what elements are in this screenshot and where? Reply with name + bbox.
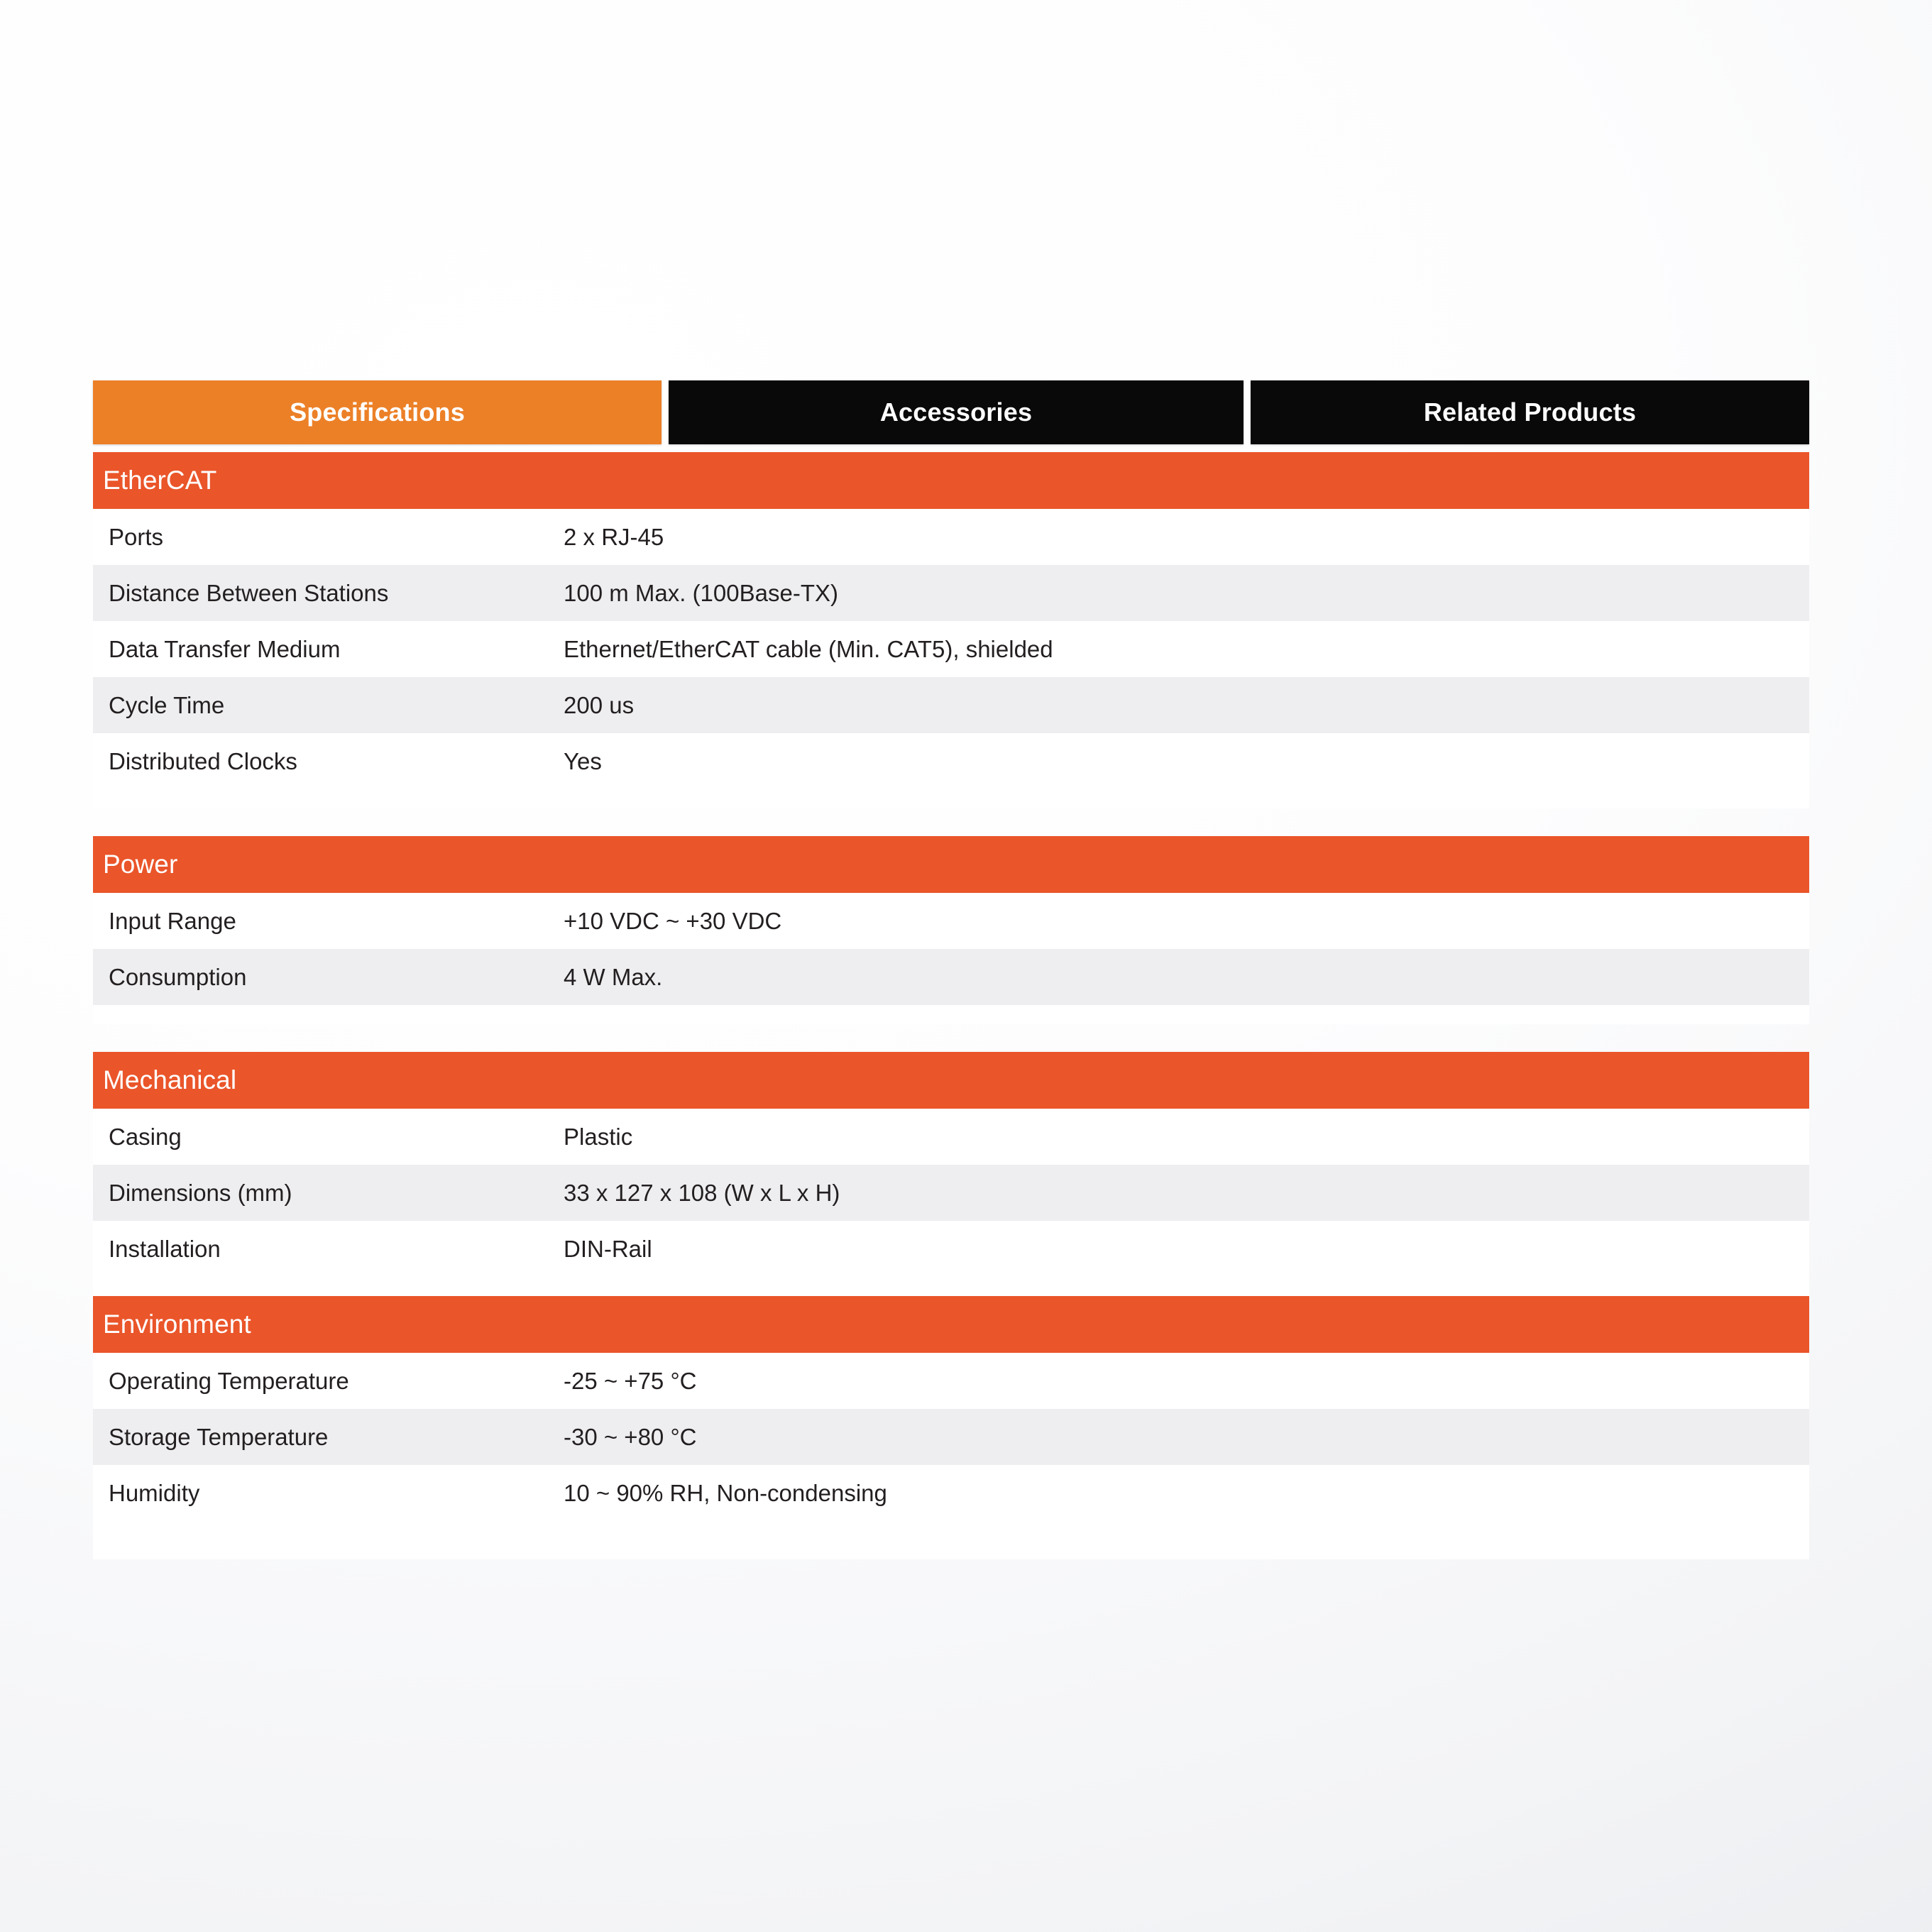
- spec-section-power: [93, 836, 1809, 1024]
- section-rows: [93, 1109, 1809, 1296]
- row-value: 10 ~ 90% RH, Non-condensing: [564, 1479, 887, 1506]
- section-header-ethercat: [93, 452, 1809, 509]
- row-label: Data Transfer Medium: [109, 635, 341, 662]
- table-row: [93, 621, 1809, 677]
- row-label: Ports: [109, 523, 164, 550]
- row-label: Humidity: [109, 1479, 200, 1506]
- row-value: Ethernet/EtherCAT cable (Min. CAT5), shielded: [564, 635, 1053, 662]
- table-bottom-pad: [93, 1521, 1809, 1559]
- table-row: [93, 677, 1809, 733]
- section-title: Power: [103, 850, 178, 879]
- row-label: Storage Temperature: [109, 1423, 329, 1450]
- table-row: [93, 509, 1809, 565]
- section-title: Mechanical: [103, 1065, 237, 1094]
- section-rows: [93, 1353, 1809, 1559]
- row-label: Dimensions (mm): [109, 1179, 292, 1206]
- row-value: Yes: [564, 747, 602, 774]
- row-label: Input Range: [109, 907, 236, 934]
- row-value: 4 W Max.: [564, 963, 663, 990]
- table-row: [93, 1221, 1809, 1277]
- tab-accessories[interactable]: [669, 380, 1244, 444]
- section-header-power: [93, 836, 1809, 893]
- row-value: -30 ~ +80 °C: [564, 1423, 697, 1450]
- row-label: Casing: [109, 1123, 182, 1150]
- row-value: Plastic: [564, 1123, 633, 1150]
- table-row: [93, 1465, 1809, 1521]
- tab-related-products-label: Related Products: [1423, 397, 1637, 427]
- table-row: [93, 733, 1809, 789]
- row-label: Cycle Time: [109, 691, 225, 718]
- table-row: [93, 1353, 1809, 1409]
- row-value: 2 x RJ-45: [564, 523, 664, 550]
- table-row: [93, 893, 1809, 949]
- section-bottom-pad: [93, 1277, 1809, 1296]
- table-row: [93, 949, 1809, 1005]
- tab-accessories-label: Accessories: [879, 397, 1033, 427]
- section-bottom-pad: [93, 1005, 1809, 1024]
- row-label: Distance Between Stations: [109, 579, 389, 606]
- tab-related-products[interactable]: [1251, 380, 1809, 444]
- section-rows: [93, 509, 1809, 808]
- table-row: [93, 565, 1809, 621]
- section-rows: [93, 893, 1809, 1024]
- row-label: Distributed Clocks: [109, 747, 297, 774]
- tab-specifications[interactable]: [93, 380, 662, 444]
- section-title: Environment: [103, 1310, 251, 1339]
- row-value: 100 m Max. (100Base-TX): [564, 579, 838, 606]
- section-spacer: [93, 1024, 1809, 1052]
- product-spec-panel: [93, 380, 1809, 1559]
- section-spacer: [93, 808, 1809, 836]
- specifications-table: [93, 452, 1809, 1559]
- row-value: -25 ~ +75 °C: [564, 1367, 697, 1394]
- spec-section-environment: [93, 1296, 1809, 1559]
- table-row: [93, 1409, 1809, 1465]
- spec-section-mechanical: [93, 1052, 1809, 1296]
- table-row: [93, 1165, 1809, 1221]
- section-header-environment: [93, 1296, 1809, 1353]
- table-row: [93, 1109, 1809, 1165]
- row-label: Consumption: [109, 963, 247, 990]
- row-value: 33 x 127 x 108 (W x L x H): [564, 1179, 840, 1206]
- row-value: DIN-Rail: [564, 1235, 652, 1262]
- tab-bar: [93, 380, 1809, 444]
- spec-section-ethercat: [93, 452, 1809, 808]
- row-label: Operating Temperature: [109, 1367, 349, 1394]
- row-value: +10 VDC ~ +30 VDC: [564, 907, 782, 934]
- section-bottom-pad: [93, 789, 1809, 808]
- row-value: 200 us: [564, 691, 635, 718]
- row-label: Installation: [109, 1235, 221, 1262]
- section-title: EtherCAT: [103, 466, 217, 495]
- tab-specifications-label: Specifications: [290, 397, 465, 427]
- section-header-mechanical: [93, 1052, 1809, 1109]
